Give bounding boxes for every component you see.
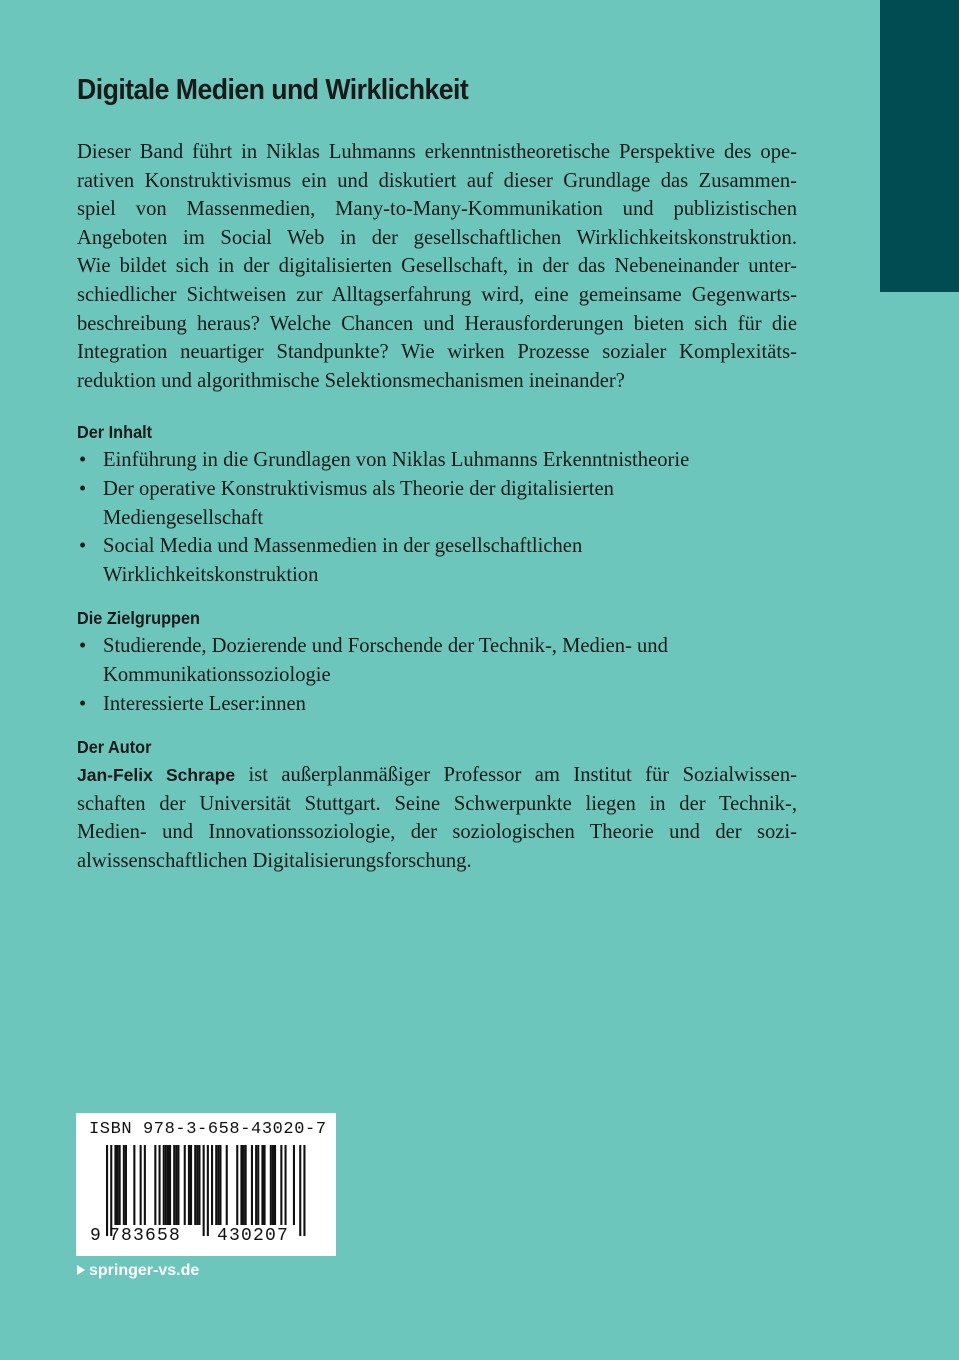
list-item: • Einführung in die Grundlagen von Niklas Luhmanns Erkenntnistheorie — [77, 446, 797, 475]
barcode-bar — [159, 1145, 161, 1225]
intro-line: spiel von Massenmedien, Many-to-Many-Kommunikation und publizistischen — [77, 198, 797, 221]
autor-line: alwissenschaftlichen Digitalisierungsforschung. — [77, 849, 472, 872]
barcode-bar — [194, 1145, 196, 1225]
barcode-bar — [154, 1145, 156, 1225]
list-item: • Interessierte Leser:innen — [77, 690, 797, 719]
barcode-bar — [140, 1145, 142, 1225]
barcode-bar — [123, 1145, 125, 1225]
barcode-bar — [167, 1145, 169, 1225]
barcode-bar — [177, 1145, 179, 1225]
author-name: Jan-Felix Schrape — [77, 765, 236, 786]
intro-line: Angeboten im Social Web in der gesellschaftlichen Wirklichkeitskonstruktion. — [77, 226, 797, 249]
triangle-right-icon — [77, 1265, 85, 1275]
barcode-bar — [125, 1145, 127, 1225]
barcode-bar — [226, 1145, 228, 1225]
intro-paragraph — [77, 138, 797, 395]
barcode-bar — [190, 1145, 192, 1225]
barcode-bar — [280, 1145, 282, 1225]
barcode-bar — [293, 1145, 295, 1225]
zielgruppen-heading: Die Zielgruppen — [77, 608, 200, 629]
barcode-bar — [240, 1145, 242, 1225]
barcode-bar — [144, 1145, 146, 1225]
barcode-bar — [196, 1145, 198, 1225]
barcode-bar — [207, 1145, 209, 1236]
autor-heading: Der Autor — [77, 737, 152, 758]
barcode-bar — [251, 1145, 253, 1225]
barcode-bar — [175, 1145, 177, 1225]
bullet-icon: • — [79, 635, 87, 658]
barcode-bar — [198, 1145, 200, 1225]
isbn-label: ISBN 978-3-658-43020-7 — [89, 1120, 327, 1139]
barcode-bar — [211, 1145, 213, 1225]
barcode-bar — [165, 1145, 167, 1225]
autor-paragraph — [77, 761, 797, 875]
barcode-bar — [110, 1145, 112, 1236]
book-title: Digitale Medien und Wirklichkeit — [77, 74, 469, 106]
intro-line: Wie bildet sich in der digitalisierten Gesellschaft, in der das Nebeneinander unter- — [77, 255, 797, 278]
barcode-bar — [133, 1145, 135, 1225]
publisher-url: springer-vs.de — [89, 1262, 200, 1279]
barcode-bar — [119, 1145, 121, 1225]
barcode-bar — [274, 1145, 276, 1225]
barcode-bar — [264, 1145, 266, 1225]
accent-bar — [880, 0, 959, 292]
list-item: • Studierende, Dozierende und Forschende der Technik-, Medien- und Kommunikationssoziologie — [77, 632, 797, 689]
barcode-bar — [215, 1145, 217, 1225]
barcode-bar — [299, 1145, 301, 1236]
bullet-icon: • — [79, 535, 87, 558]
inhalt-heading: Der Inhalt — [77, 422, 153, 443]
list-item: • Der operative Konstruktivismus als Theorie der digitalisierten Mediengesellschaft — [77, 475, 797, 532]
barcode-bar — [236, 1145, 238, 1225]
barcode-bar — [245, 1145, 247, 1225]
barcode-bar — [163, 1145, 165, 1225]
barcode-bar — [203, 1145, 205, 1236]
autor-line: schaften der Universität Stuttgart. Seine Schwerpunkte liegen in der Technik-, — [77, 792, 797, 815]
ean-first-digit: 9 — [90, 1226, 103, 1246]
bullet-icon: • — [79, 477, 87, 500]
barcode-bar — [173, 1145, 175, 1225]
barcode-bar — [285, 1145, 287, 1225]
intro-line: reduktion und algorithmische Selektionsmechanismen ineinander? — [77, 369, 625, 392]
barcode-bar — [270, 1145, 272, 1225]
barcode-bar — [257, 1145, 259, 1225]
publisher-link[interactable] — [77, 1262, 199, 1280]
barcode-bar — [117, 1145, 119, 1225]
barcode-bar — [217, 1145, 219, 1225]
barcode-bar — [114, 1145, 116, 1225]
bullet-icon: • — [79, 692, 87, 715]
intro-line: beschreibung heraus? Welche Chancen und Herausforderungen bieten sich für die — [77, 312, 797, 335]
ean-left-group: 783658 — [109, 1226, 182, 1246]
barcode-bar — [272, 1145, 274, 1225]
barcode-bar — [106, 1145, 108, 1236]
list-item: • Social Media und Massenmedien in der gesellschaftlichen Wirklichkeitskonstruktion — [77, 532, 797, 589]
autor-line: Jan-Felix Schrape ist außerplanmäßiger Professor am Institut für Sozialwissen- — [77, 764, 797, 787]
barcode-box — [76, 1113, 336, 1256]
autor-line: Medien- und Innovationssoziologie, der soziologischen Theorie und der sozi- — [77, 821, 797, 844]
barcode-bar — [303, 1145, 305, 1236]
barcode-bar — [169, 1145, 171, 1225]
ean-right-group: 430207 — [217, 1226, 290, 1246]
barcode-bar — [255, 1145, 257, 1225]
barcode-bar — [184, 1145, 186, 1225]
intro-line: rativen Konstruktivismus ein und diskutiert auf dieser Grundlage das Zusammen- — [77, 169, 797, 192]
barcode-bar — [219, 1145, 221, 1225]
barcode-bar — [261, 1145, 263, 1225]
barcode-bar — [188, 1145, 190, 1225]
zielgruppen-list — [77, 632, 797, 718]
bullet-icon: • — [79, 449, 87, 472]
intro-line: Dieser Band führt in Niklas Luhmanns erkenntnistheoretische Perspektive des ope- — [77, 141, 797, 163]
back-cover-content — [77, 70, 797, 875]
barcode-bar — [243, 1145, 245, 1225]
inhalt-list — [77, 446, 797, 589]
intro-line: schiedlicher Sichtweisen zur Alltagserfahrung wird, eine gemeinsame Gegenwarts- — [77, 283, 797, 306]
intro-line: Integration neuartiger Standpunkte? Wie wirken Prozesse sozialer Komplexitäts- — [77, 341, 797, 364]
